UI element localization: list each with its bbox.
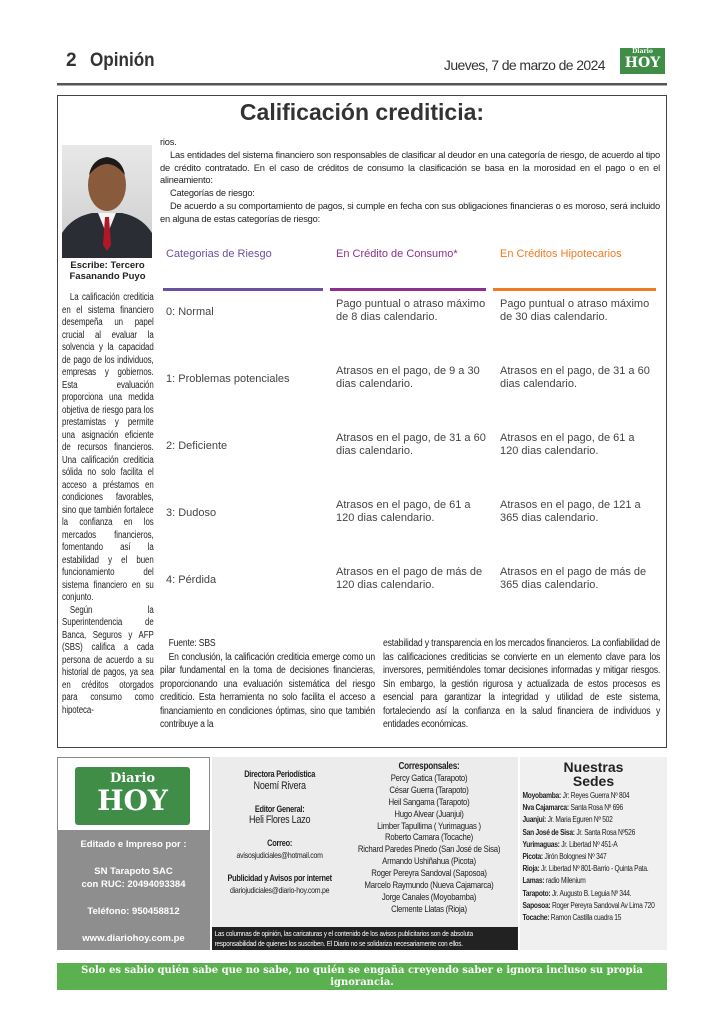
article-title: Calificación crediticia:	[239, 99, 485, 125]
left-column	[62, 292, 154, 717]
sede-entry	[522, 814, 660, 826]
page-number: 2	[66, 50, 77, 71]
header-rule	[163, 288, 323, 291]
sede-entry	[522, 851, 660, 863]
correspondent: Percy Gatica (Tarapoto)	[390, 772, 468, 784]
sede-city: Picota:	[522, 852, 543, 862]
correspondent: Limber Tapullima ( Yurimaguas )	[377, 820, 481, 832]
correspondents-title: Corresponsales:	[398, 761, 460, 772]
correspondent: Richard Paredes Pinedo (San José de Sisa)	[357, 844, 501, 856]
sede-address: Jr. Libertad Nº 801-Barrio - Quinta Pata.	[541, 864, 649, 874]
header-rule	[493, 288, 656, 291]
correspondents	[347, 761, 511, 916]
publisher-website[interactable]: www.diariohoy.com.pe	[82, 933, 185, 944]
risk-criteria: Atrasos en el pago, de 31 a 60 dias calendario.	[336, 432, 486, 457]
sede-city: Nva Cajamarca:	[522, 803, 569, 813]
paragraph: estabilidad y transparencia en los mercados financieros. La confiabilidad de las calificaciones crediticias se convierte en un elemento clave para los inversores, permitiéndoles tomar decisiones informadas y mitigar riesgos. Sin embargo, la gestión rigurosa y actualizada de estos procesos es esencial para garantizar la integridad y utilidad de este sistema, fortaleciendo así la confianza en la salud financiera de individuos y entidades económicas.	[383, 638, 661, 730]
sede-entry	[522, 863, 660, 875]
sede-address: Jr. Augusto B. Leguia Nº 344.	[551, 888, 632, 898]
publisher-line: Editado e Impreso por :	[80, 839, 187, 850]
risk-category: 2: Deficiente	[166, 440, 228, 452]
sede-entry	[522, 827, 660, 839]
risk-category: 1: Problemas potenciales	[166, 373, 290, 385]
sede-city: Yurimaguas:	[522, 839, 560, 849]
staff-role: Publicidad y Avisos por internet	[227, 872, 332, 883]
sede-entry	[522, 912, 660, 924]
conclusion-right	[383, 637, 660, 732]
disclaimer: Las columnas de opinión, las caricaturas y el contenido de los avisos publicitarios son de absoluta responsabilidad de quienes los suscriben. El Diario no se solidariza necesariamente con ellos.	[212, 927, 518, 950]
logo-big: HOY	[624, 55, 661, 71]
sede-entry	[522, 875, 660, 887]
sedes-title: Nuestras Sedes	[563, 759, 624, 789]
header-logo	[620, 48, 665, 74]
sede-address: Jirón Bolognesi Nº 347	[544, 852, 607, 862]
logo-big: HOY	[97, 784, 168, 817]
risk-criteria: Atrasos en el pago de más de 120 dias calendario.	[336, 566, 483, 591]
sede-city: Rioja:	[522, 864, 540, 874]
risk-category: 4: Pérdida	[166, 574, 217, 586]
staff-name: avisosjudiciales@hotmail.com	[236, 849, 323, 860]
table-header: Categorias de Riesgo	[166, 248, 272, 260]
staff-box	[212, 757, 518, 927]
logo-small: Diario	[109, 771, 156, 786]
staff-role: Directora Periodística	[244, 769, 316, 779]
footer-logo	[75, 767, 190, 825]
correspondent: Clemente Llatas (Rioja)	[391, 903, 467, 915]
section-title: Opinión	[90, 50, 155, 71]
paragraph: Categorías de riesgo:	[170, 188, 255, 199]
risk-category-table	[163, 240, 658, 600]
header-rule	[57, 83, 667, 86]
risk-criteria: Pago puntual o atraso máximo de 8 dias calendario.	[336, 298, 486, 323]
sede-city: Lamas:	[522, 876, 545, 886]
sede-city: Juanjuí:	[522, 815, 546, 825]
sede-entry	[522, 888, 660, 900]
staff-entry	[212, 804, 347, 828]
table-header: En Crédito de Consumo*	[336, 248, 458, 260]
sede-entry	[522, 790, 660, 802]
sede-address: radio Milenium	[545, 876, 586, 886]
sede-address: Ramon Castilla cuadra 15	[550, 913, 622, 923]
sedes-box	[520, 757, 667, 950]
risk-criteria: Atrasos en el pago, de 61 a 120 dias calendario.	[336, 499, 471, 524]
correspondent: Jorge Canales (Moyobamba)	[381, 891, 477, 903]
paragraph: De acuerdo a su comportamiento de pagos, si cumple en fecha con sus obligaciones financieras o es moroso, será incluido en alguna de estas categorías de riesgo:	[160, 200, 660, 224]
risk-criteria: Atrasos en el pago, de 9 a 30 dias calendario.	[336, 365, 480, 390]
intro-text	[160, 136, 660, 226]
risk-criteria: Atrasos en el pago, de 31 a 60 dias calendario.	[500, 365, 650, 390]
sede-entry	[522, 802, 660, 814]
staff-entry	[212, 873, 347, 897]
staff-entry	[212, 769, 347, 793]
sede-address: Jr. Maria Eguren Nº 502	[547, 815, 613, 825]
sede-address: Jr. Libertad Nº 451-A	[561, 839, 618, 849]
sede-address: Roger Pereyra Sandoval Av Lima 720	[551, 900, 655, 910]
issue-date: Jueves, 7 de marzo de 2024	[443, 57, 605, 73]
paragraph: En conclusión, la calificación crediticia emerge como un pilar fundamental en la toma de decisiones financieras, proporcionando una evaluación sistemática del riesgo crediticio. Esta herramienta no solo facilita el acceso a financiamiento en condiciones óptimas, sino que también contribuye a la	[160, 651, 375, 730]
publisher-phone: Teléfono: 950458812	[87, 906, 180, 917]
sede-entry	[522, 900, 660, 912]
logo-small: Diario	[632, 48, 653, 55]
paragraph: La calificación crediticia en el sistema financiero desempeña un papel crucial al evaluar la solvencia y la capacidad de pago de los individuos, empresas y gobiernos. Esta evaluación proporciona una medida objetiva de riesgo para los prestamistas y permite una asignación eficiente de recursos financieros. Una calificación crediticia sólida no solo facilita el acceso a préstamos en condiciones favorables, sino que también fortalece la confianza en los mercados financieros, fomentando así la estabilidad y el buen funcionamiento del sistema financiero en su conjunto.	[62, 292, 154, 603]
correspondent: Hugo Alvear (Juanjui)	[394, 808, 464, 820]
paragraph: Las entidades del sistema financiero son responsables de clasificar al deudor en una categoría de riesgo, de acuerdo al tipo de crédito contratado. En el caso de créditos de consumo la clasificación se basa en la morosidad en el pago o en el alineamiento:	[160, 149, 660, 186]
staff-role: Editor General:	[254, 803, 305, 814]
staff-name: Heli Flores Lazo	[249, 814, 311, 827]
risk-criteria: Atrasos en el pago, de 121 a 365 dias calendario.	[500, 499, 641, 524]
staff-name: Noemí Rivera	[253, 779, 306, 792]
publisher-line: con RUC: 20494093384	[81, 879, 186, 890]
slogan-bar: Solo es sabio quién sabe que no sabe, no quién se engaña creyendo saber e ignora incluso su propia ignorancia.	[57, 963, 667, 990]
paragraph: rios.	[160, 137, 177, 147]
risk-criteria: Atrasos en el pago, de 61 a 120 dias calendario.	[500, 432, 635, 457]
source: Fuente: SBS	[168, 638, 216, 649]
staff-name: diariojudiciales@diario-hoy.com.pe	[229, 884, 330, 895]
sede-entry	[522, 839, 660, 851]
correspondent: Armando Ushiñahua (Picota)	[382, 856, 476, 868]
risk-category: 3: Dudoso	[166, 507, 217, 519]
correspondent: Marcelo Raymundo (Nueva Cajamarca)	[364, 880, 494, 892]
sede-address: Santa Rosa Nº 696	[570, 803, 623, 813]
sede-city: Moyobamba:	[522, 791, 561, 800]
paragraph: Según la Superintendencia de Banca, Seguros y AFP (SBS) califica a cada persona de acuerdo a su historial de pagos, ya sea en créditos otorgados para consumo como hipoteca-	[62, 604, 154, 716]
correspondent: César Guerra (Tarapoto)	[389, 784, 469, 796]
staff-role: Correo:	[267, 838, 293, 849]
sede-city: Saposoa:	[522, 900, 551, 910]
sede-address: Jr: Reyes Guerra Nº 804	[562, 791, 630, 800]
risk-category: 0: Normal	[166, 306, 214, 318]
table-header: En Créditos Hipotecarios	[500, 248, 622, 260]
author-photo	[62, 145, 152, 258]
staff-entry	[212, 838, 347, 862]
sede-address: Jr. Santa Rosa Nº526	[576, 827, 636, 837]
header-rule	[330, 288, 486, 291]
author-byline: Escribe: Tercero Fasanando Puyo	[69, 260, 146, 282]
sede-city: Tarapoto:	[522, 888, 551, 898]
publisher-info	[57, 830, 210, 950]
staff-list	[212, 769, 347, 907]
sede-city: Tocache:	[522, 913, 550, 923]
correspondent: Roberto Camara (Tocache)	[384, 832, 474, 844]
conclusion-left	[160, 637, 375, 732]
sede-city: San José de Sisa:	[522, 827, 575, 837]
correspondent: Roger Pereyra Sandoval (Saposoa)	[371, 868, 487, 880]
risk-criteria: Atrasos en el pago de más de 365 dias calendario.	[500, 566, 647, 591]
publisher-line: SN Tarapoto SAC	[94, 866, 173, 877]
correspondent: Heil Sangama (Tarapoto)	[388, 796, 470, 808]
risk-criteria: Pago puntual o atraso máximo de 30 dias calendario.	[500, 298, 650, 323]
